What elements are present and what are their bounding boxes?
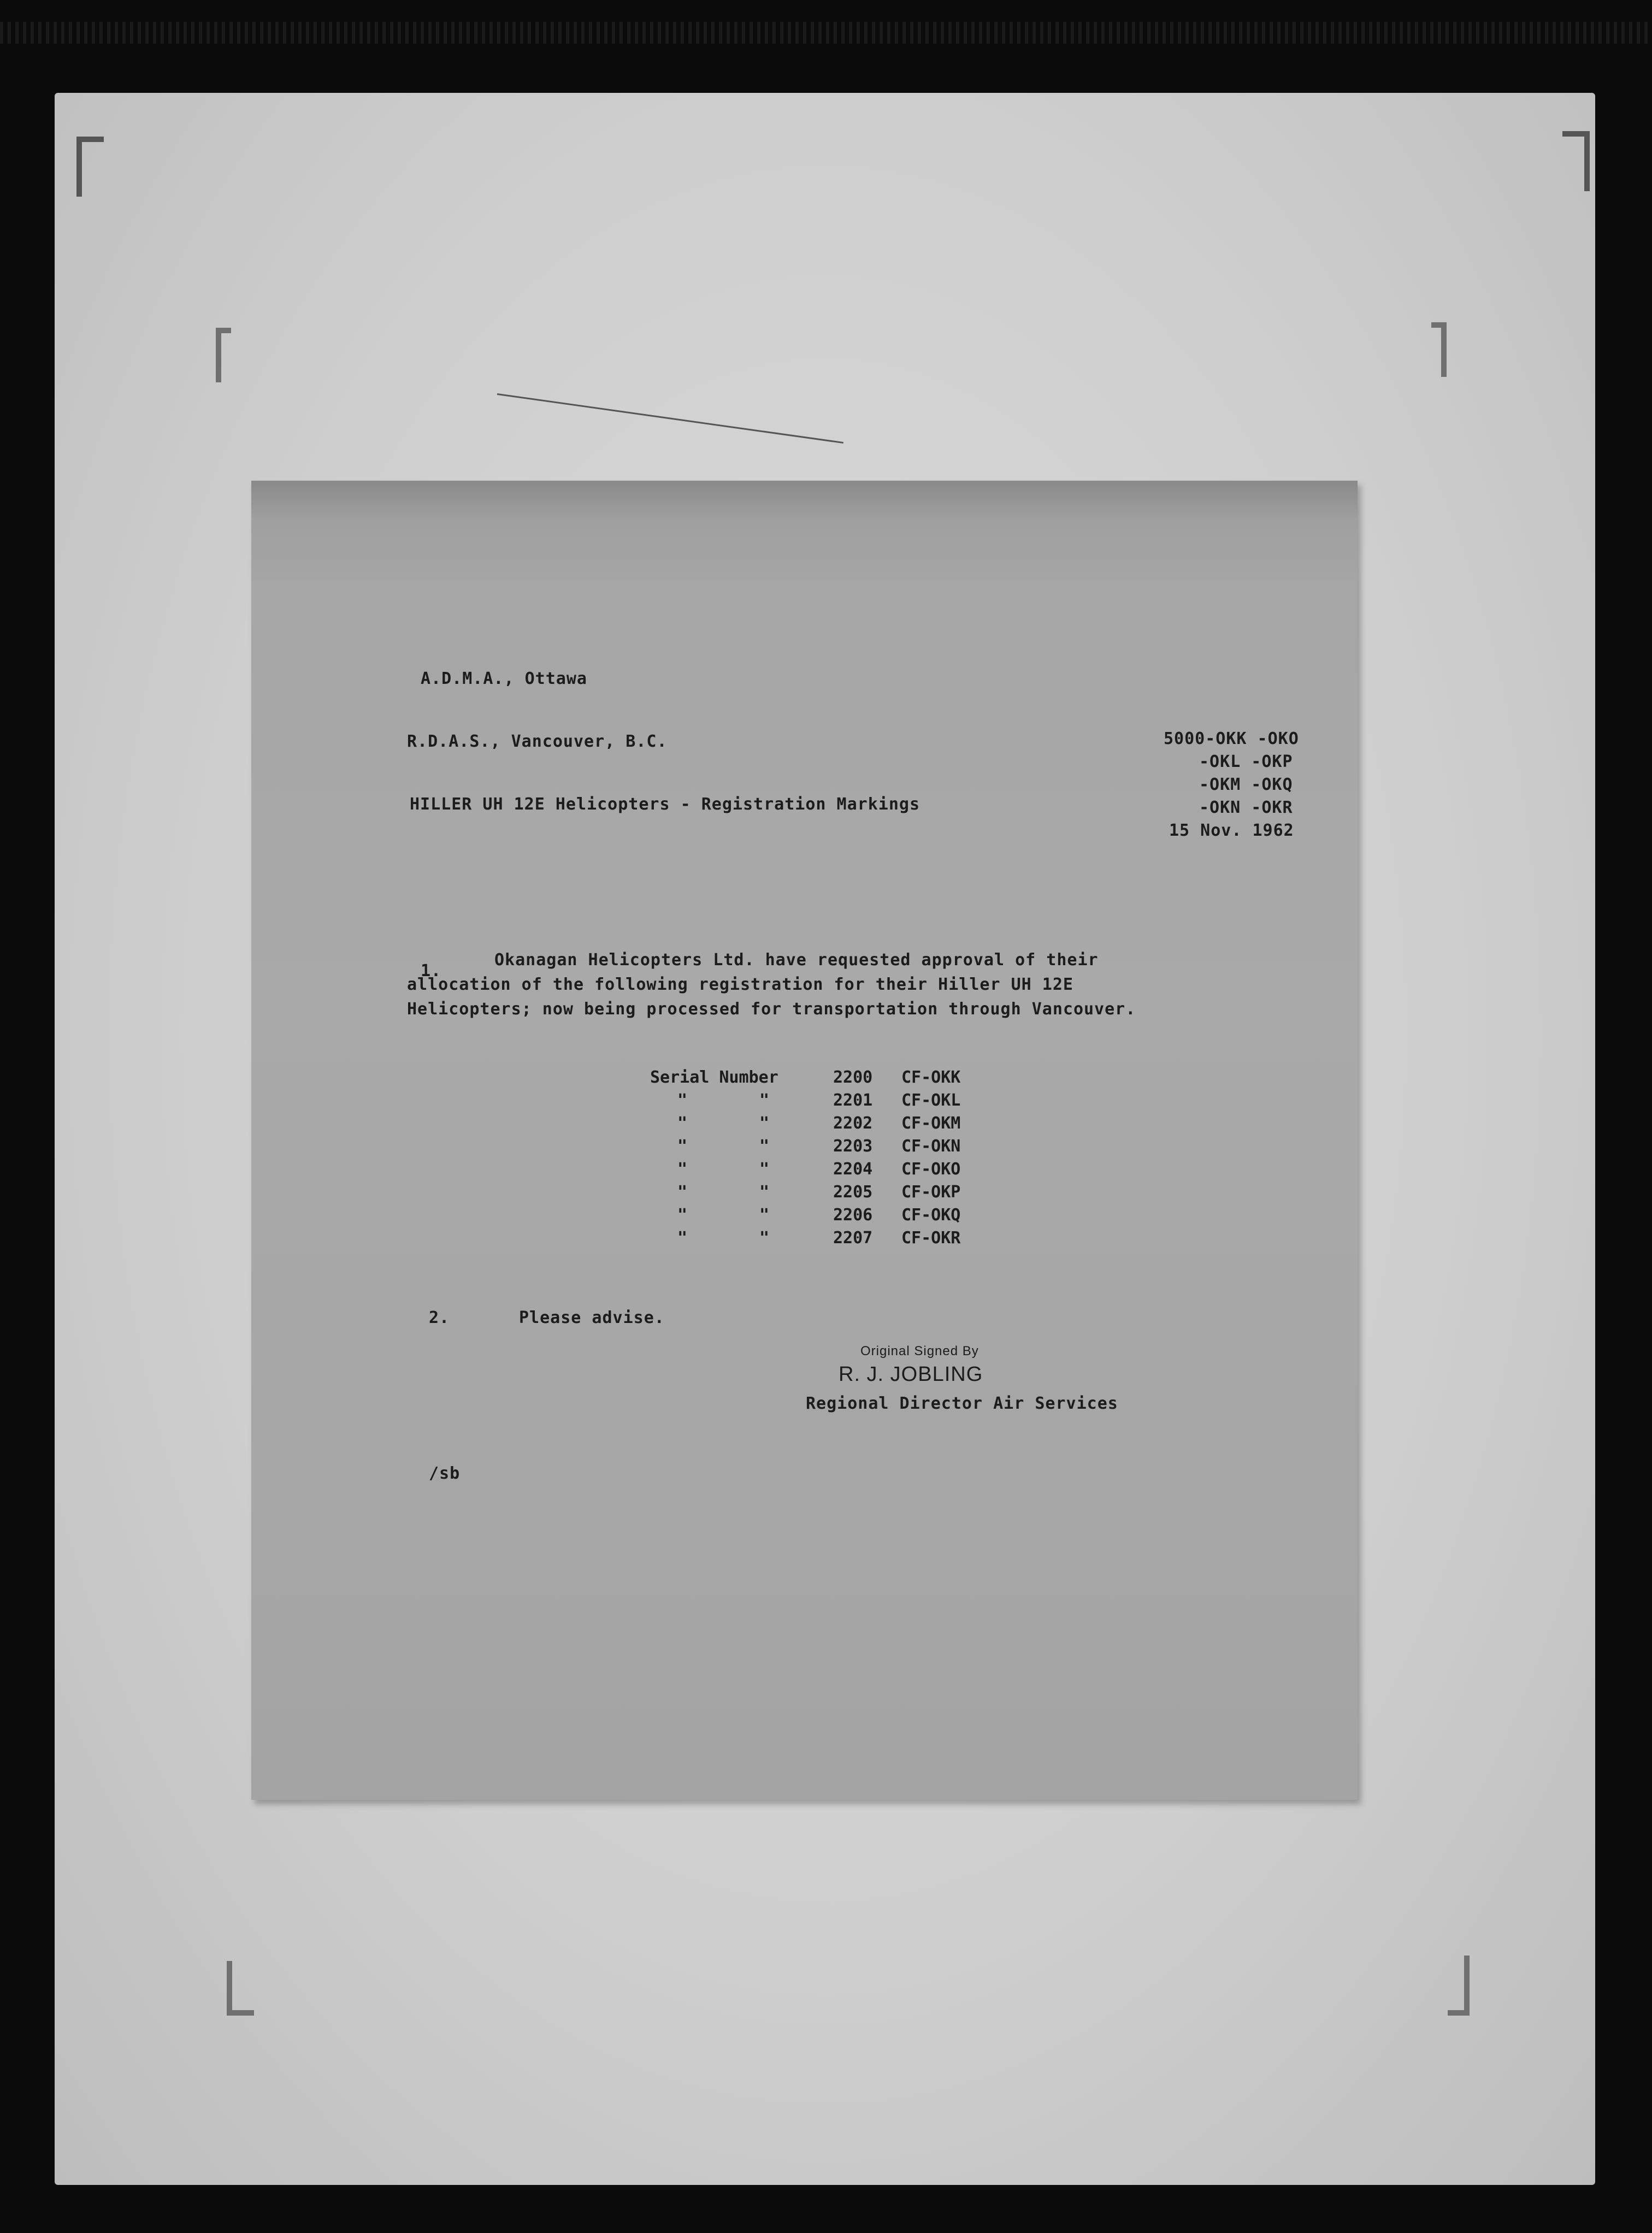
- typist-initials: /sb: [429, 1464, 461, 1483]
- table-header-num: 2200: [833, 1068, 873, 1087]
- para1-line-3: Helicopters; now being processed for transportation through Vancouver.: [407, 1000, 1136, 1019]
- table-row: ": [759, 1206, 770, 1225]
- table-row: 2202: [833, 1114, 873, 1133]
- table-row: ": [677, 1114, 688, 1133]
- file-ref-4: -OKN -OKR: [1199, 798, 1293, 817]
- crop-mark-outer-top-left: [76, 137, 104, 197]
- table-row: 2201: [833, 1091, 873, 1110]
- from-line: R.D.A.S., Vancouver, B.C.: [407, 732, 668, 751]
- file-ref-2: -OKL -OKP: [1199, 752, 1293, 771]
- subject-line: HILLER UH 12E Helicopters - Registration Markings: [410, 795, 921, 814]
- film-edge-strip: [0, 22, 1652, 44]
- table-row: 2203: [833, 1137, 873, 1156]
- para1-line-1: Okanagan Helicopters Ltd. have requested approval of their: [494, 950, 1099, 970]
- table-row: CF-OKN: [901, 1137, 961, 1156]
- table-row: ": [759, 1183, 770, 1202]
- table-row: ": [677, 1137, 688, 1156]
- table-row: ": [677, 1091, 688, 1110]
- table-row: CF-OKO: [901, 1160, 961, 1179]
- table-row: ": [759, 1114, 770, 1133]
- letter-date: 15 Nov. 1962: [1169, 821, 1294, 840]
- table-row: CF-OKL: [901, 1091, 961, 1110]
- para1-number: 1.: [421, 961, 442, 980]
- table-row: 2206: [833, 1206, 873, 1225]
- table-row: 2204: [833, 1160, 873, 1179]
- table-header-serial: Serial Number: [650, 1068, 778, 1087]
- table-row: ": [677, 1228, 688, 1248]
- crop-mark-bottom-left: [227, 1961, 254, 2016]
- table-row: ": [759, 1228, 770, 1248]
- signer-name: R. J. JOBLING: [839, 1363, 983, 1386]
- para2-text: Please advise.: [519, 1308, 665, 1327]
- file-ref-1: 5000-OKK -OKO: [1164, 729, 1299, 748]
- crop-mark-top-left: [216, 328, 231, 382]
- table-row: 2205: [833, 1183, 873, 1202]
- table-row: ": [677, 1160, 688, 1179]
- letter-page: [251, 481, 1358, 1800]
- crop-mark-top-right: [1431, 322, 1447, 377]
- table-row: CF-OKR: [901, 1228, 961, 1248]
- file-ref-3: -OKM -OKQ: [1199, 775, 1293, 794]
- table-row: ": [677, 1206, 688, 1225]
- table-row: CF-OKM: [901, 1114, 961, 1133]
- para2-number: 2.: [429, 1308, 450, 1327]
- table-row: ": [759, 1160, 770, 1179]
- table-header-reg: CF-OKK: [901, 1068, 961, 1087]
- crop-mark-bottom-right: [1448, 1956, 1470, 2016]
- table-row: CF-OKQ: [901, 1206, 961, 1225]
- crop-mark-outer-top-right: [1562, 131, 1590, 191]
- table-row: CF-OKP: [901, 1183, 961, 1202]
- to-line: A.D.M.A., Ottawa: [421, 669, 587, 688]
- para1-line-2: allocation of the following registration for their Hiller UH 12E: [407, 975, 1073, 994]
- table-row: ": [759, 1091, 770, 1110]
- table-row: ": [759, 1137, 770, 1156]
- original-signed-stamp: Original Signed By: [860, 1344, 979, 1358]
- table-row: ": [677, 1183, 688, 1202]
- signer-title: Regional Director Air Services: [806, 1394, 1118, 1413]
- table-row: 2207: [833, 1228, 873, 1248]
